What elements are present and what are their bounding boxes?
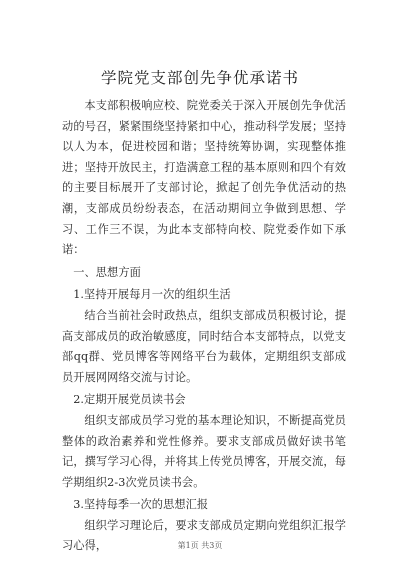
document-title: 学院党支部创先争优承诺书 — [100, 69, 299, 87]
page-number: 第1页 共3页 — [177, 541, 223, 550]
item-paragraph: 组织支部成员学习党的基本理论知识，不断提高党员整体的政治素养和党性修养。要求支部成员做好读书笔记，撰写学习心得，并将其上传党员博客，开展交流，每学期组织2-3次党员读书会。 — [62, 413, 346, 489]
item-paragraph: 结合当前社会时政热点，组织支部成员积极讨论，提高支部成员的政治敏感度，同时结合本支部特点，以党支部qq群、党员博客等网络平台为载体，定期组织支部成员开展网网络交流与讨论。 — [62, 308, 346, 384]
item-heading: 1.坚持开展每月一次的组织生活 — [73, 288, 231, 302]
document-body — [62, 96, 346, 557]
section-heading: 一、思想方面 — [73, 265, 141, 279]
item-heading: 2.定期开展党员读书会 — [73, 393, 186, 407]
item-heading: 3.坚持每季一次的思想汇报 — [73, 498, 209, 512]
item-paragraph: 组织学习理论后，要求支部成员定期向党组织汇报学习心得， — [62, 518, 346, 553]
intro-paragraph: 本支部积极响应校、院党委关于深入开展创先争优活动的号召，紧紧围绕坚持紧扣中心，推动科学发展；坚持以人为本，促进校园和谐；坚持统筹协调，实现整体推进；坚持开放民主，打造满意工程的基本原则和四个有效的主要目标展开了支部讨论，掀起了创先争优活动的热潮，支部成员纷纷表态，在活动期间立争做到思想、学习、工作三不误，为此本支部特向校、院党委作如下承诺： — [62, 99, 346, 257]
